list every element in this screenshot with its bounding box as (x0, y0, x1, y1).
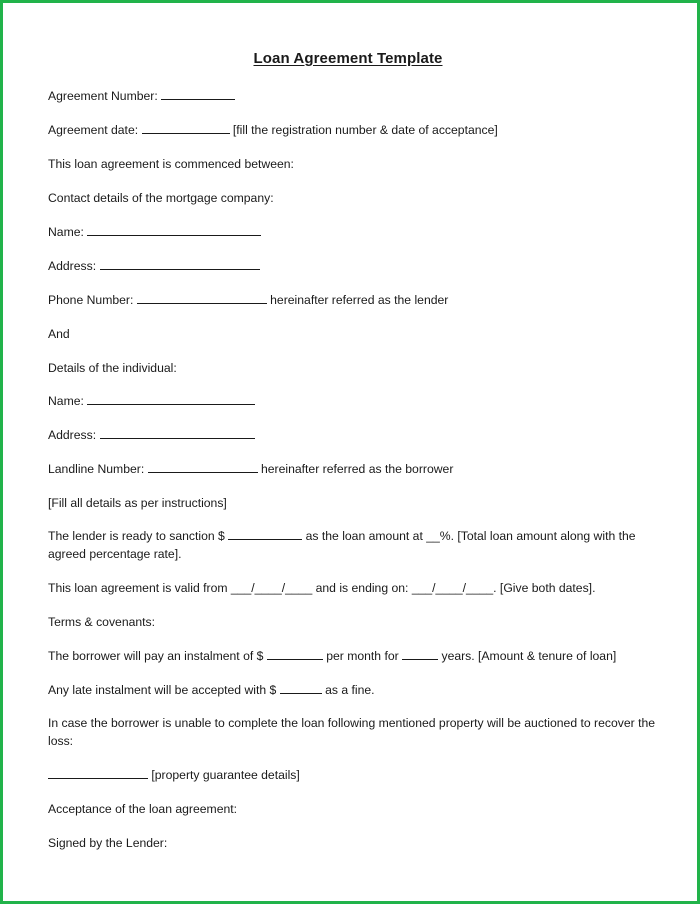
lender-name-label: Name: (48, 225, 84, 239)
signed-lender-line: Signed by the Lender: (48, 836, 168, 850)
phone-number-label: Phone Number: (48, 293, 134, 307)
landline-number-line (48, 460, 453, 478)
late-suffix: as a fine. (325, 683, 375, 697)
document-title: Loan Agreement Template (253, 50, 443, 67)
instalment-amount-blank (267, 647, 323, 660)
phone-number-line (48, 291, 448, 309)
agreement-date-label: Agreement date: (48, 123, 139, 137)
terms-line: Terms & covenants: (48, 615, 156, 629)
valid-from-line: This loan agreement is valid from ___/____/____ and is ending on: ___/____/____. [Give both dates]. (48, 581, 596, 595)
lender-address-label: Address: (48, 259, 97, 273)
agreement-number-label: Agreement Number: (48, 89, 158, 103)
fill-all-line: [Fill all details as per instructions] (48, 496, 227, 510)
landline-number-suffix: hereinafter referred as the borrower (260, 462, 454, 476)
late-fine-blank (280, 681, 322, 694)
borrower-name-blank (87, 392, 255, 405)
guarantee-blank (48, 766, 148, 779)
instalment-line (48, 647, 616, 665)
contact-details-line: Contact details of the mortgage company: (48, 191, 274, 205)
instalment-mid: per month for (326, 649, 399, 663)
lender-name-line (48, 223, 261, 241)
and-line: And (48, 327, 70, 341)
sanction-paragraph (48, 527, 658, 563)
lender-address-blank (100, 257, 260, 270)
phone-number-suffix: hereinafter referred as the lender (270, 293, 449, 307)
agreement-date-blank (142, 121, 230, 134)
sanction-prefix: The lender is ready to sanction $ (48, 529, 225, 543)
instalment-years-blank (402, 647, 438, 660)
lender-name-blank (87, 223, 261, 236)
instalment-suffix: years. [Amount & tenure of loan] (441, 649, 617, 663)
sanction-mid: as the loan amount at __%. [Total loan amount along with the agreed percentage rate]. (48, 529, 636, 561)
lender-address-line (48, 257, 260, 275)
auction-paragraph: In case the borrower is unable to complete the loan following mentioned property will be auctioned to recover the loss: (48, 716, 656, 748)
individual-details-line: Details of the individual: (48, 361, 177, 375)
borrower-address-line (48, 426, 255, 444)
phone-number-blank (137, 291, 267, 304)
guarantee-line (48, 766, 300, 784)
agreement-number-line (48, 87, 235, 105)
landline-number-label: Landline Number: (48, 462, 145, 476)
commenced-line: This loan agreement is commenced between: (48, 157, 294, 171)
acceptance-line: Acceptance of the loan agreement: (48, 802, 238, 816)
agreement-number-blank (161, 87, 235, 100)
instalment-prefix: The borrower will pay an instalment of $ (48, 649, 264, 663)
borrower-name-label: Name: (48, 394, 84, 408)
borrower-address-label: Address: (48, 428, 97, 442)
guarantee-note: [property guarantee details] (151, 768, 300, 782)
late-instalment-line (48, 681, 375, 699)
borrower-address-blank (100, 426, 255, 439)
borrower-name-line (48, 392, 255, 410)
landline-number-blank (148, 460, 258, 473)
agreement-date-note: [fill the registration number & date of acceptance] (232, 123, 498, 137)
sanction-amount-blank (228, 527, 302, 540)
agreement-date-line (48, 121, 498, 139)
late-prefix: Any late instalment will be accepted with $ (48, 683, 277, 697)
